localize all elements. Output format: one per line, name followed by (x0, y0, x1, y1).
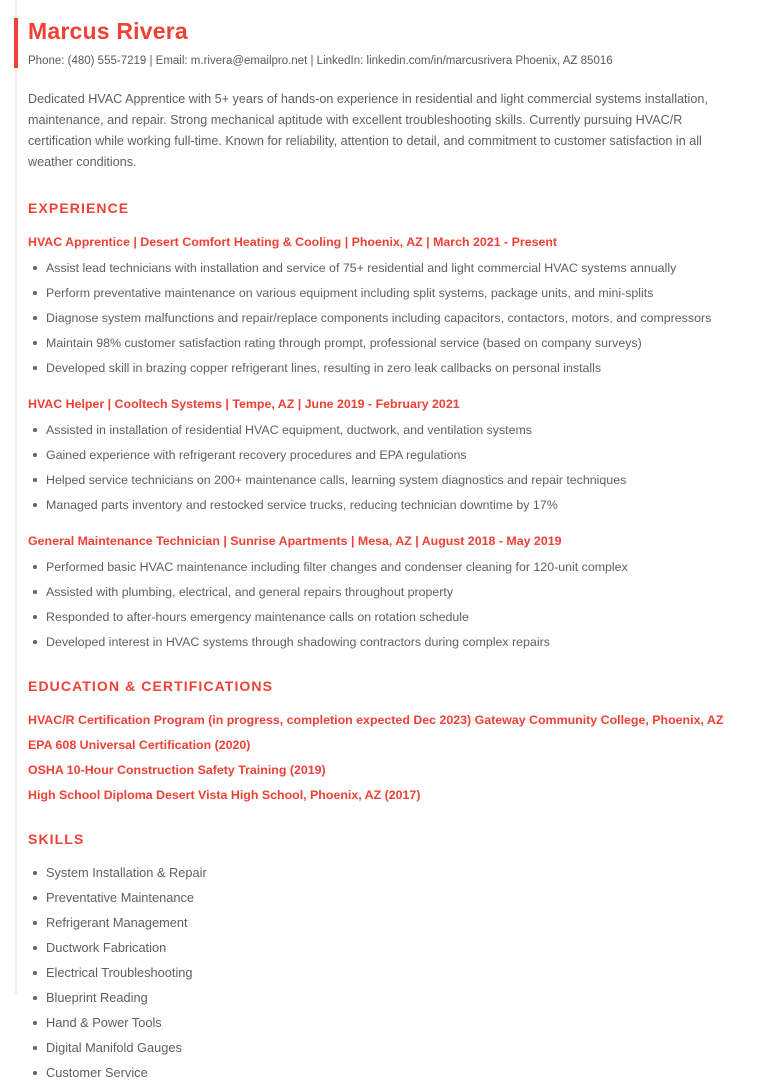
job-heading: General Maintenance Technician | Sunrise Apartments | Mesa, AZ | August 2018 - May 2019 (28, 534, 562, 548)
skill-item: Digital Manifold Gauges (28, 1039, 744, 1057)
job-bullet: Assisted with plumbing, electrical, and general repairs throughout property (28, 583, 744, 601)
job-heading: HVAC Helper | Cooltech Systems | Tempe, AZ | June 2019 - February 2021 (28, 397, 460, 411)
experience-entry (28, 395, 744, 514)
education-item: OSHA 10-Hour Construction Safety Training (2019) (28, 763, 326, 777)
header-accent-bar (14, 18, 18, 68)
job-bullet: Assist lead technicians with installation and service of 75+ residential and light commercial HVAC systems annually (28, 259, 744, 277)
job-bullet: Developed interest in HVAC systems through shadowing contractors during complex repairs (28, 633, 744, 651)
skills-section-title: SKILLS (28, 831, 85, 847)
experience-entry (28, 233, 744, 377)
experience-section-title: EXPERIENCE (28, 200, 130, 216)
skills-list (28, 864, 744, 1082)
job-heading: HVAC Apprentice | Desert Comfort Heating & Cooling | Phoenix, AZ | March 2021 - Present (28, 235, 558, 249)
job-bullet: Developed skill in brazing copper refrigerant lines, resulting in zero leak callbacks on personal installs (28, 359, 744, 377)
job-bullet: Responded to after-hours emergency maintenance calls on rotation schedule (28, 608, 744, 626)
experience-entry (28, 532, 744, 651)
skill-item: Refrigerant Management (28, 914, 744, 932)
job-bullet: Diagnose system malfunctions and repair/replace components including capacitors, contactors, motors, and compressors (28, 309, 744, 327)
skill-item: System Installation & Repair (28, 864, 744, 882)
job-bullet-list (28, 421, 744, 514)
education-item: EPA 608 Universal Certification (2020) (28, 738, 251, 752)
candidate-name: Marcus Rivera (28, 18, 188, 44)
job-bullet: Perform preventative maintenance on various equipment including split systems, package units, and mini-splits (28, 284, 744, 302)
experience-section (28, 199, 744, 651)
job-bullet: Gained experience with refrigerant recovery procedures and EPA regulations (28, 446, 744, 464)
education-item: HVAC/R Certification Program (in progress, completion expected Dec 2023) Gateway Community College, Phoenix, AZ (28, 713, 724, 727)
professional-summary: Dedicated HVAC Apprentice with 5+ years of hands-on experience in residential and light commercial systems installation, maintenance, and repair. Strong mechanical aptitude with excellent troubleshooting skills. Currently pursuing HVAC/R certification while working full-time. Known for reliability, attention to detail, and commitment to customer satisfaction in all weather conditions. (28, 92, 708, 169)
job-bullet-list (28, 558, 744, 651)
education-list (28, 711, 744, 804)
job-bullet: Performed basic HVAC maintenance including filter changes and condenser cleaning for 120-unit complex (28, 558, 744, 576)
skill-item: Ductwork Fabrication (28, 939, 744, 957)
contact-info-line: Phone: (480) 555-7219 | Email: m.rivera@emailpro.net | LinkedIn: linkedin.com/in/marcusrivera Phoenix, AZ 85016 (28, 55, 613, 67)
job-bullet: Maintain 98% customer satisfaction rating through prompt, professional service (based on company surveys) (28, 334, 744, 352)
skill-item: Electrical Troubleshooting (28, 964, 744, 982)
education-item: High School Diploma Desert Vista High School, Phoenix, AZ (2017) (28, 788, 421, 802)
job-bullet: Assisted in installation of residential HVAC equipment, ductwork, and ventilation systems (28, 421, 744, 439)
skills-section (28, 830, 744, 1082)
education-section-title: EDUCATION & CERTIFICATIONS (28, 678, 274, 694)
job-bullet: Helped service technicians on 200+ maintenance calls, learning system diagnostics and repair techniques (28, 471, 744, 489)
skill-item: Hand & Power Tools (28, 1014, 744, 1032)
job-bullet: Managed parts inventory and restocked service trucks, reducing technician downtime by 17% (28, 496, 744, 514)
skill-item: Customer Service (28, 1064, 744, 1082)
education-section (28, 677, 744, 804)
resume-header (28, 0, 744, 69)
skill-item: Blueprint Reading (28, 989, 744, 1007)
job-bullet-list (28, 259, 744, 377)
skill-item: Preventative Maintenance (28, 889, 744, 907)
